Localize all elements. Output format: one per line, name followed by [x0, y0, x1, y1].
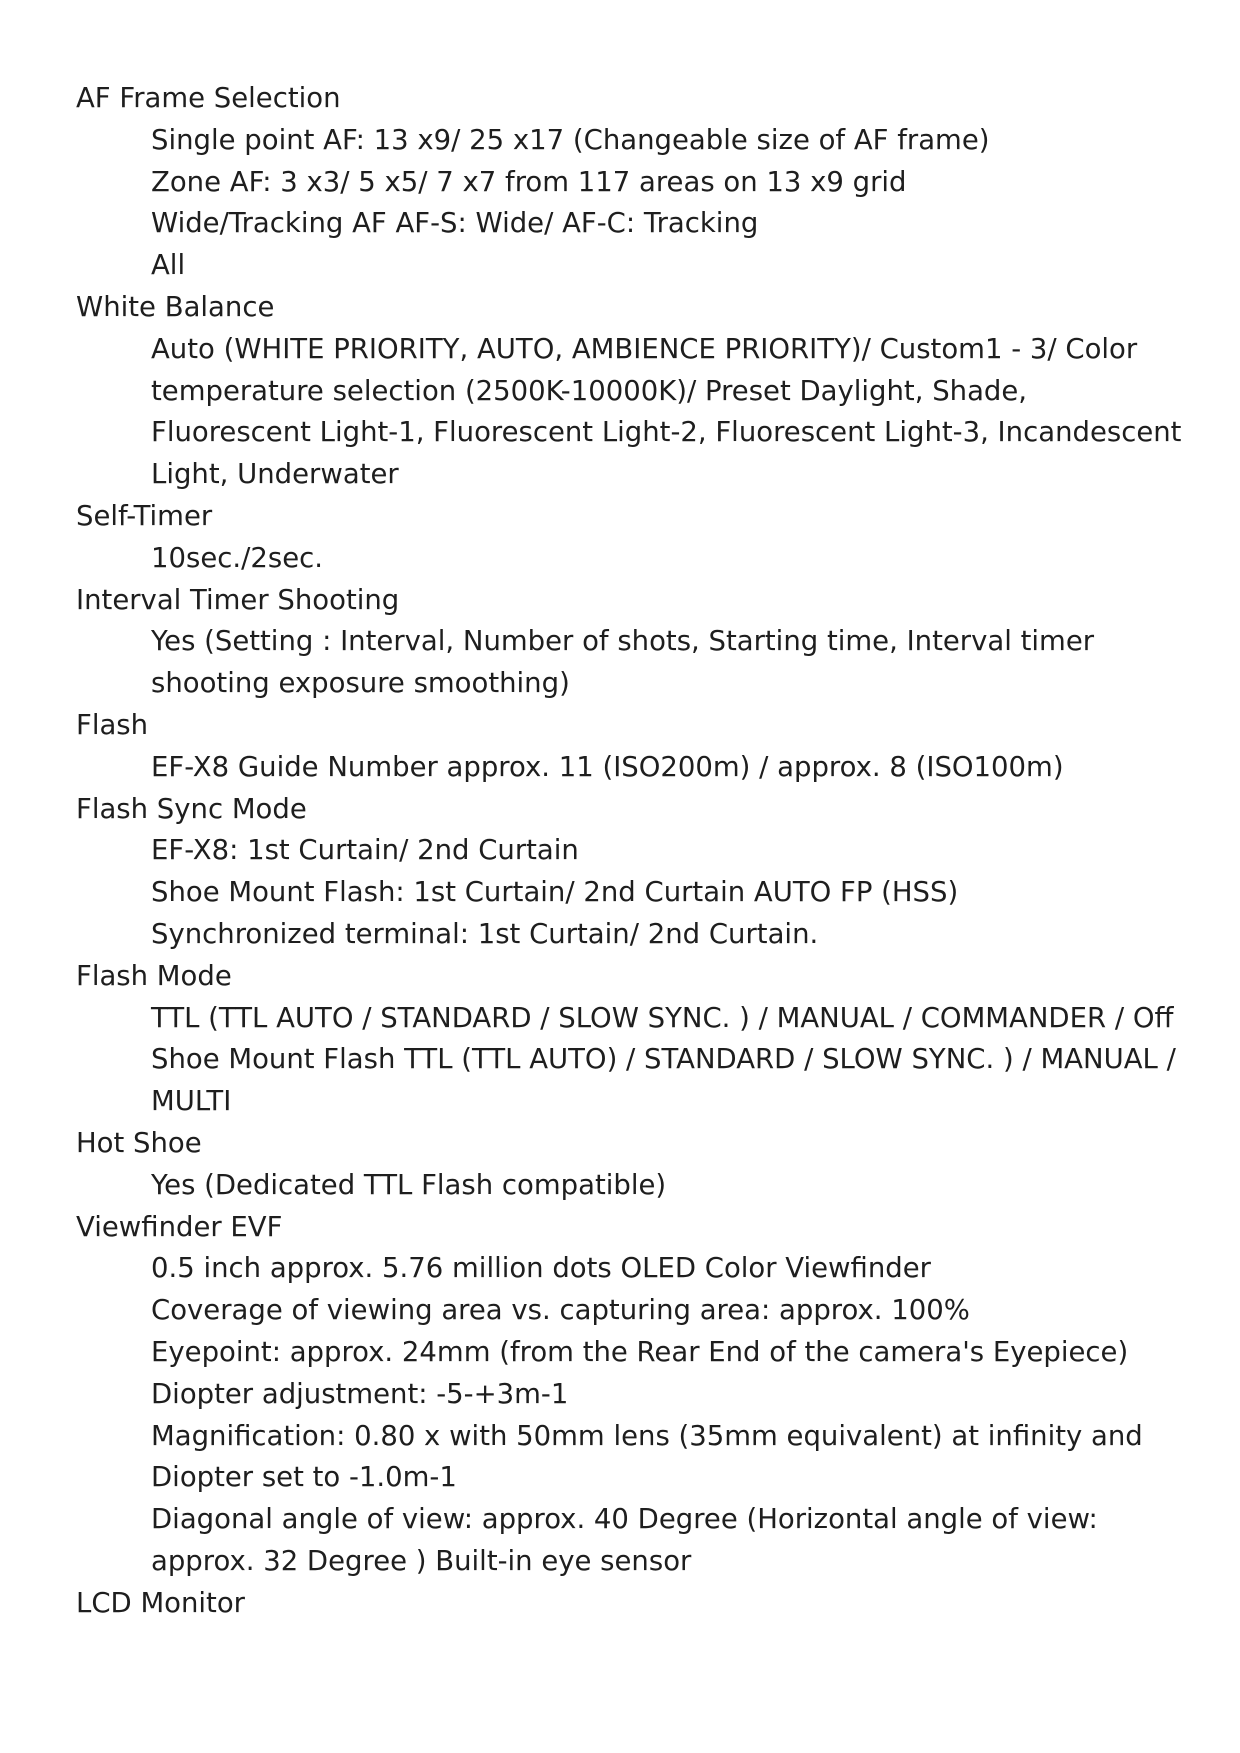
spec-value: Wide/Tracking AF AF-S: Wide/ AF-C: Tracking	[151, 207, 759, 240]
spec-values	[76, 329, 1186, 496]
spec-value: Coverage of viewing area vs. capturing area: approx. 100%	[151, 1294, 970, 1327]
spec-heading: White Balance	[76, 290, 275, 323]
spec-heading: AF Frame Selection	[76, 82, 341, 114]
spec-heading: Self-Timer	[76, 499, 213, 532]
spec-section	[76, 789, 1186, 956]
spec-values	[76, 830, 1186, 955]
spec-document	[76, 78, 1186, 1624]
spec-heading: Flash	[76, 708, 149, 741]
spec-values	[76, 998, 1186, 1123]
spec-value: Synchronized terminal: 1st Curtain/ 2nd Curtain.	[151, 917, 819, 950]
spec-value: TTL (TTL AUTO / STANDARD / SLOW SYNC. ) / MANUAL / COMMANDER / Off Shoe Mount Flash TTL (TTL AUTO) / STANDARD / SLOW SYNC. ) / MANUAL / MULTI	[151, 1001, 1176, 1118]
spec-heading: Flash Sync Mode	[76, 792, 307, 825]
spec-value: EF-X8: 1st Curtain/ 2nd Curtain	[151, 834, 579, 867]
spec-section	[76, 78, 1186, 287]
spec-value: Single point AF: 13 x9/ 25 x17 (Changeable size of AF frame)	[151, 123, 990, 156]
spec-value: Magnification: 0.80 x with 50mm lens (35mm equivalent) at infinity and Diopter set to -1.0m-1	[151, 1419, 1143, 1494]
spec-section	[76, 1123, 1186, 1207]
spec-value: Diopter adjustment: -5-+3m-1	[151, 1377, 569, 1410]
spec-values	[76, 621, 1186, 705]
spec-section	[76, 287, 1186, 496]
spec-section	[76, 1583, 1186, 1625]
spec-section	[76, 956, 1186, 1123]
spec-heading: Viewfinder EVF	[76, 1210, 283, 1243]
spec-values	[76, 1165, 1186, 1207]
spec-values	[76, 120, 1186, 287]
spec-section	[76, 580, 1186, 705]
spec-value: 0.5 inch approx. 5.76 million dots OLED Color Viewfinder	[151, 1252, 931, 1285]
spec-value: Yes (Dedicated TTL Flash compatible)	[151, 1168, 667, 1201]
spec-values	[76, 538, 1186, 580]
spec-value: 10sec./2sec.	[151, 541, 323, 574]
spec-value: All	[151, 249, 186, 282]
spec-value: Eyepoint: approx. 24mm (from the Rear End of the camera's Eyepiece)	[151, 1335, 1129, 1368]
spec-section	[76, 1207, 1186, 1583]
spec-value: EF-X8 Guide Number approx. 11 (ISO200m) / approx. 8 (ISO100m)	[151, 750, 1064, 783]
spec-heading: Flash Mode	[76, 959, 232, 992]
spec-value: Diagonal angle of view: approx. 40 Degree (Horizontal angle of view: approx. 32 Degree ) Built-in eye sensor	[151, 1503, 1098, 1577]
spec-section	[76, 496, 1186, 580]
spec-heading: Interval Timer Shooting	[76, 583, 400, 616]
spec-value: Auto (WHITE PRIORITY, AUTO, AMBIENCE PRIORITY)/ Custom1 - 3/ Color temperature selection (2500K-10000K)/ Preset Daylight, Shade, Fluorescent Light-1, Fluorescent Light-2, Fluorescent Light-3, Incandescent Light, Underwater	[151, 332, 1182, 491]
spec-value: Zone AF: 3 x3/ 5 x5/ 7 x7 from 117 areas on 13 x9 grid	[151, 165, 907, 198]
spec-section	[76, 705, 1186, 789]
spec-values	[76, 1248, 1186, 1582]
spec-values	[76, 747, 1186, 789]
spec-heading: Hot Shoe	[76, 1126, 202, 1159]
spec-value: Yes (Setting : Interval, Number of shots, Starting time, Interval timer shooting exposure smoothing)	[151, 625, 1095, 700]
spec-heading: LCD Monitor	[76, 1586, 245, 1619]
spec-value: Shoe Mount Flash: 1st Curtain/ 2nd Curtain AUTO FP (HSS)	[151, 876, 959, 909]
